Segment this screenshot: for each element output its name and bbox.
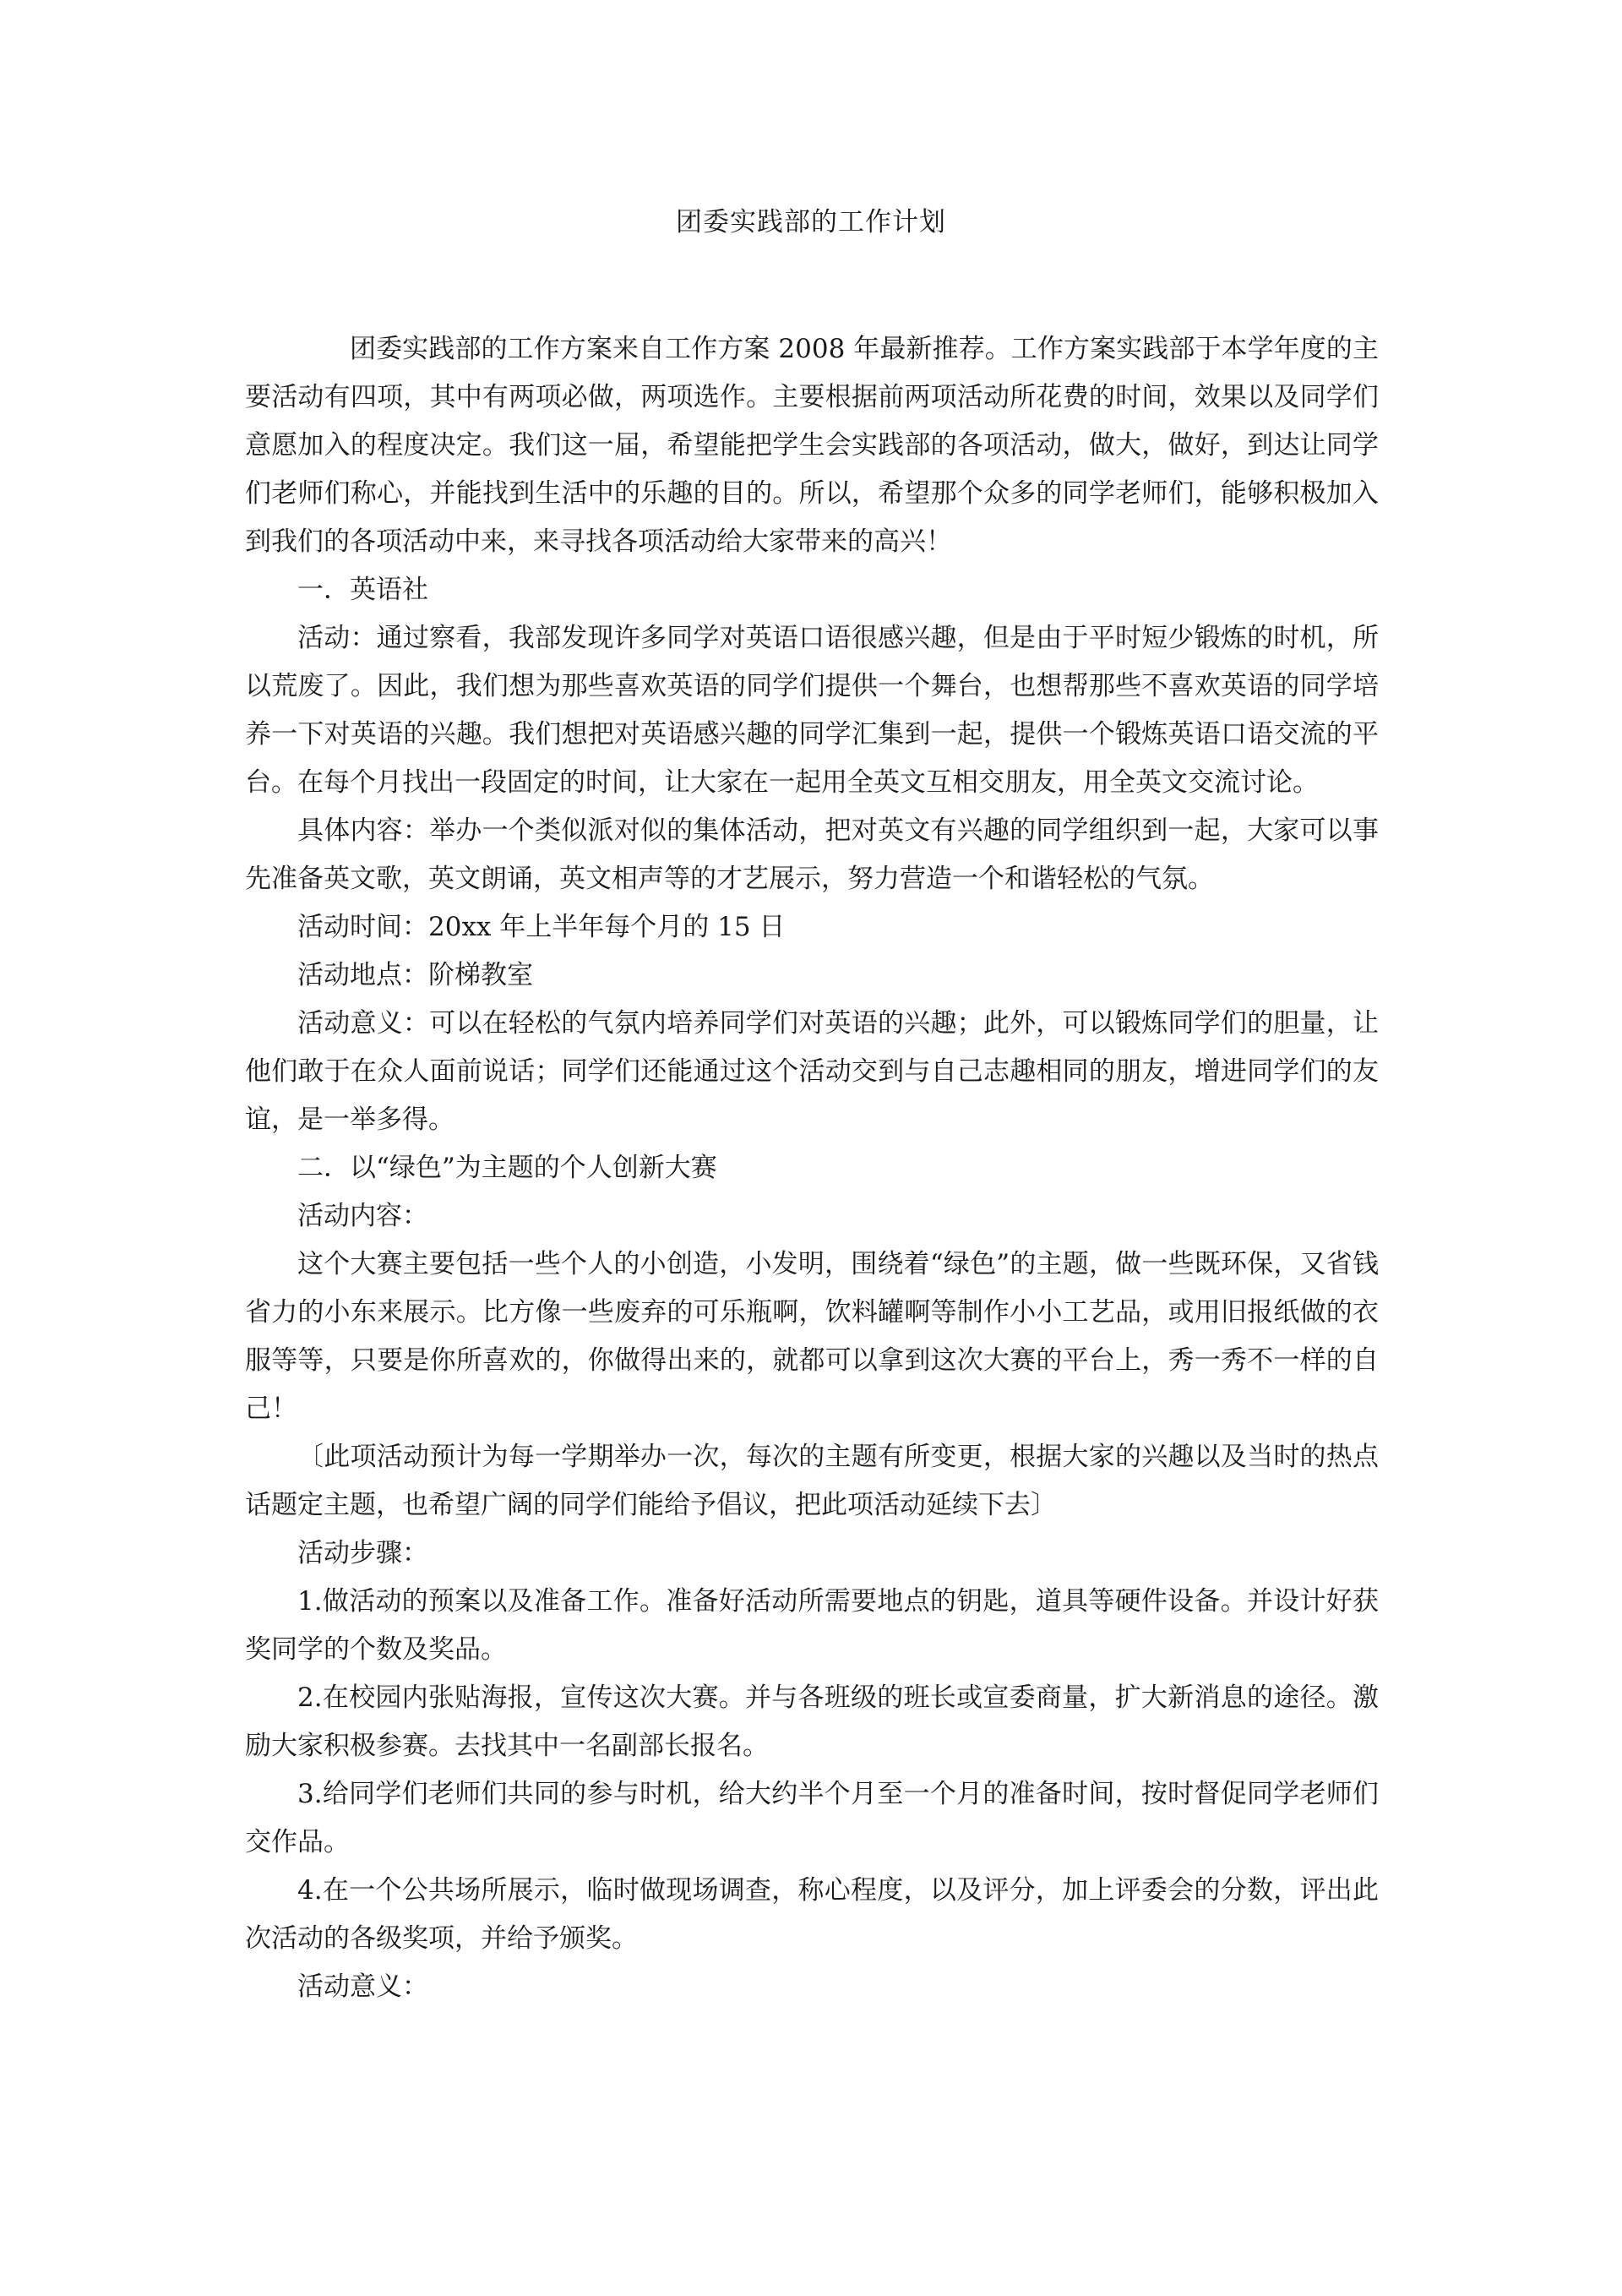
english-club-activity: 活动：通过察看，我部发现许多同学对英语口语很感兴趣，但是由于平时短少锻炼的时机，所以荒废了。因此，我们想为那些喜欢英语的同学们提供一个舞台，也想帮那些不喜欢英语的同学培养一下对英语的兴趣。我们想把对英语感兴趣的同学汇集到一起，提供一个锻炼英语口语交流的平台。在每个月找出一段固定的时间，让大家在一起用全英文互相交朋友，用全英文交流讨论。 <box>245 623 1379 798</box>
intro-paragraph: 团委实践部的工作方案来自工作方案 2008 年最新推荐。工作方案实践部于本学年度的主要活动有四项，其中有两项必做，两项选作。主要根据前两项活动所花费的时间，效果以及同学们意愿加入的程度决定。我们这一届，希望能把学生会实践部的各项活动，做大，做好，到达让同学们老师们称心，并能找到生活中的乐趣的目的。所以，希望那个众多的同学老师们，能够积极加入到我们的各项活动中来，来寻找各项活动给大家带来的高兴！ <box>245 334 1379 557</box>
green-contest-description: 这个大赛主要包括一些个人的小创造，小发明，围绕着“绿色”的主题，做一些既环保，又省钱省力的小东来展示。比方像一些废弃的可乐瓶啊，饮料罐啊等制作小小工艺品，或用旧报纸做的衣服等等，只要是你所喜欢的，你做得出来的，就都可以拿到这次大赛的平台上，秀一秀不一样的自己！ <box>245 1249 1379 1424</box>
section-heading-english-club: 一．英语社 <box>297 575 428 605</box>
english-club-time: 活动时间：20xx 年上半年每个月的 15 日 <box>297 912 786 942</box>
step-4: 4.在一个公共场所展示，临时做现场调查，称心程度，以及评分，加上评委会的分数，评出此次活动的各级奖项，并给予颁奖。 <box>245 1875 1379 1954</box>
green-contest-significance-label: 活动意义： <box>297 1972 428 2002</box>
green-contest-note: 〔此项活动预计为每一学期举办一次，每次的主题有所变更，根据大家的兴趣以及当时的热点话题定主题，也希望广阔的同学们能给予倡议，把此项活动延续下去〕 <box>245 1442 1379 1520</box>
step-3: 3.给同学们老师们共同的参与时机，给大约半个月至一个月的准备时间，按时督促同学老师们交作品。 <box>245 1779 1379 1857</box>
green-contest-content-label: 活动内容： <box>297 1201 428 1231</box>
english-club-content: 具体内容：举办一个类似派对似的集体活动，把对英文有兴趣的同学组织到一起，大家可以事先准备英文歌，英文朗诵，英文相声等的才艺展示，努力营造一个和谐轻松的气氛。 <box>245 815 1379 894</box>
section-heading-green-contest: 二．以“绿色”为主题的个人创新大赛 <box>297 1153 717 1183</box>
english-club-location: 活动地点：阶梯教室 <box>297 960 533 990</box>
document-body <box>245 325 1379 2011</box>
step-1: 1.做活动的预案以及准备工作。准备好活动所需要地点的钥匙，道具等硬件设备。并设计好获奖同学的个数及奖品。 <box>245 1586 1379 1665</box>
step-2: 2.在校园内张贴海报，宣传这次大赛。并与各班级的班长或宣委商量，扩大新消息的途径。激励大家积极参赛。去找其中一名副部长报名。 <box>245 1682 1379 1761</box>
green-contest-steps-label: 活动步骤： <box>297 1538 428 1568</box>
english-club-significance: 活动意义：可以在轻松的气氛内培养同学们对英语的兴趣；此外，可以锻炼同学们的胆量，让他们敢于在众人面前说话；同学们还能通过这个活动交到与自己志趣相同的朋友，增进同学们的友谊，是一举多得。 <box>245 1008 1379 1135</box>
document-title: 团委实践部的工作计划 <box>676 207 946 237</box>
